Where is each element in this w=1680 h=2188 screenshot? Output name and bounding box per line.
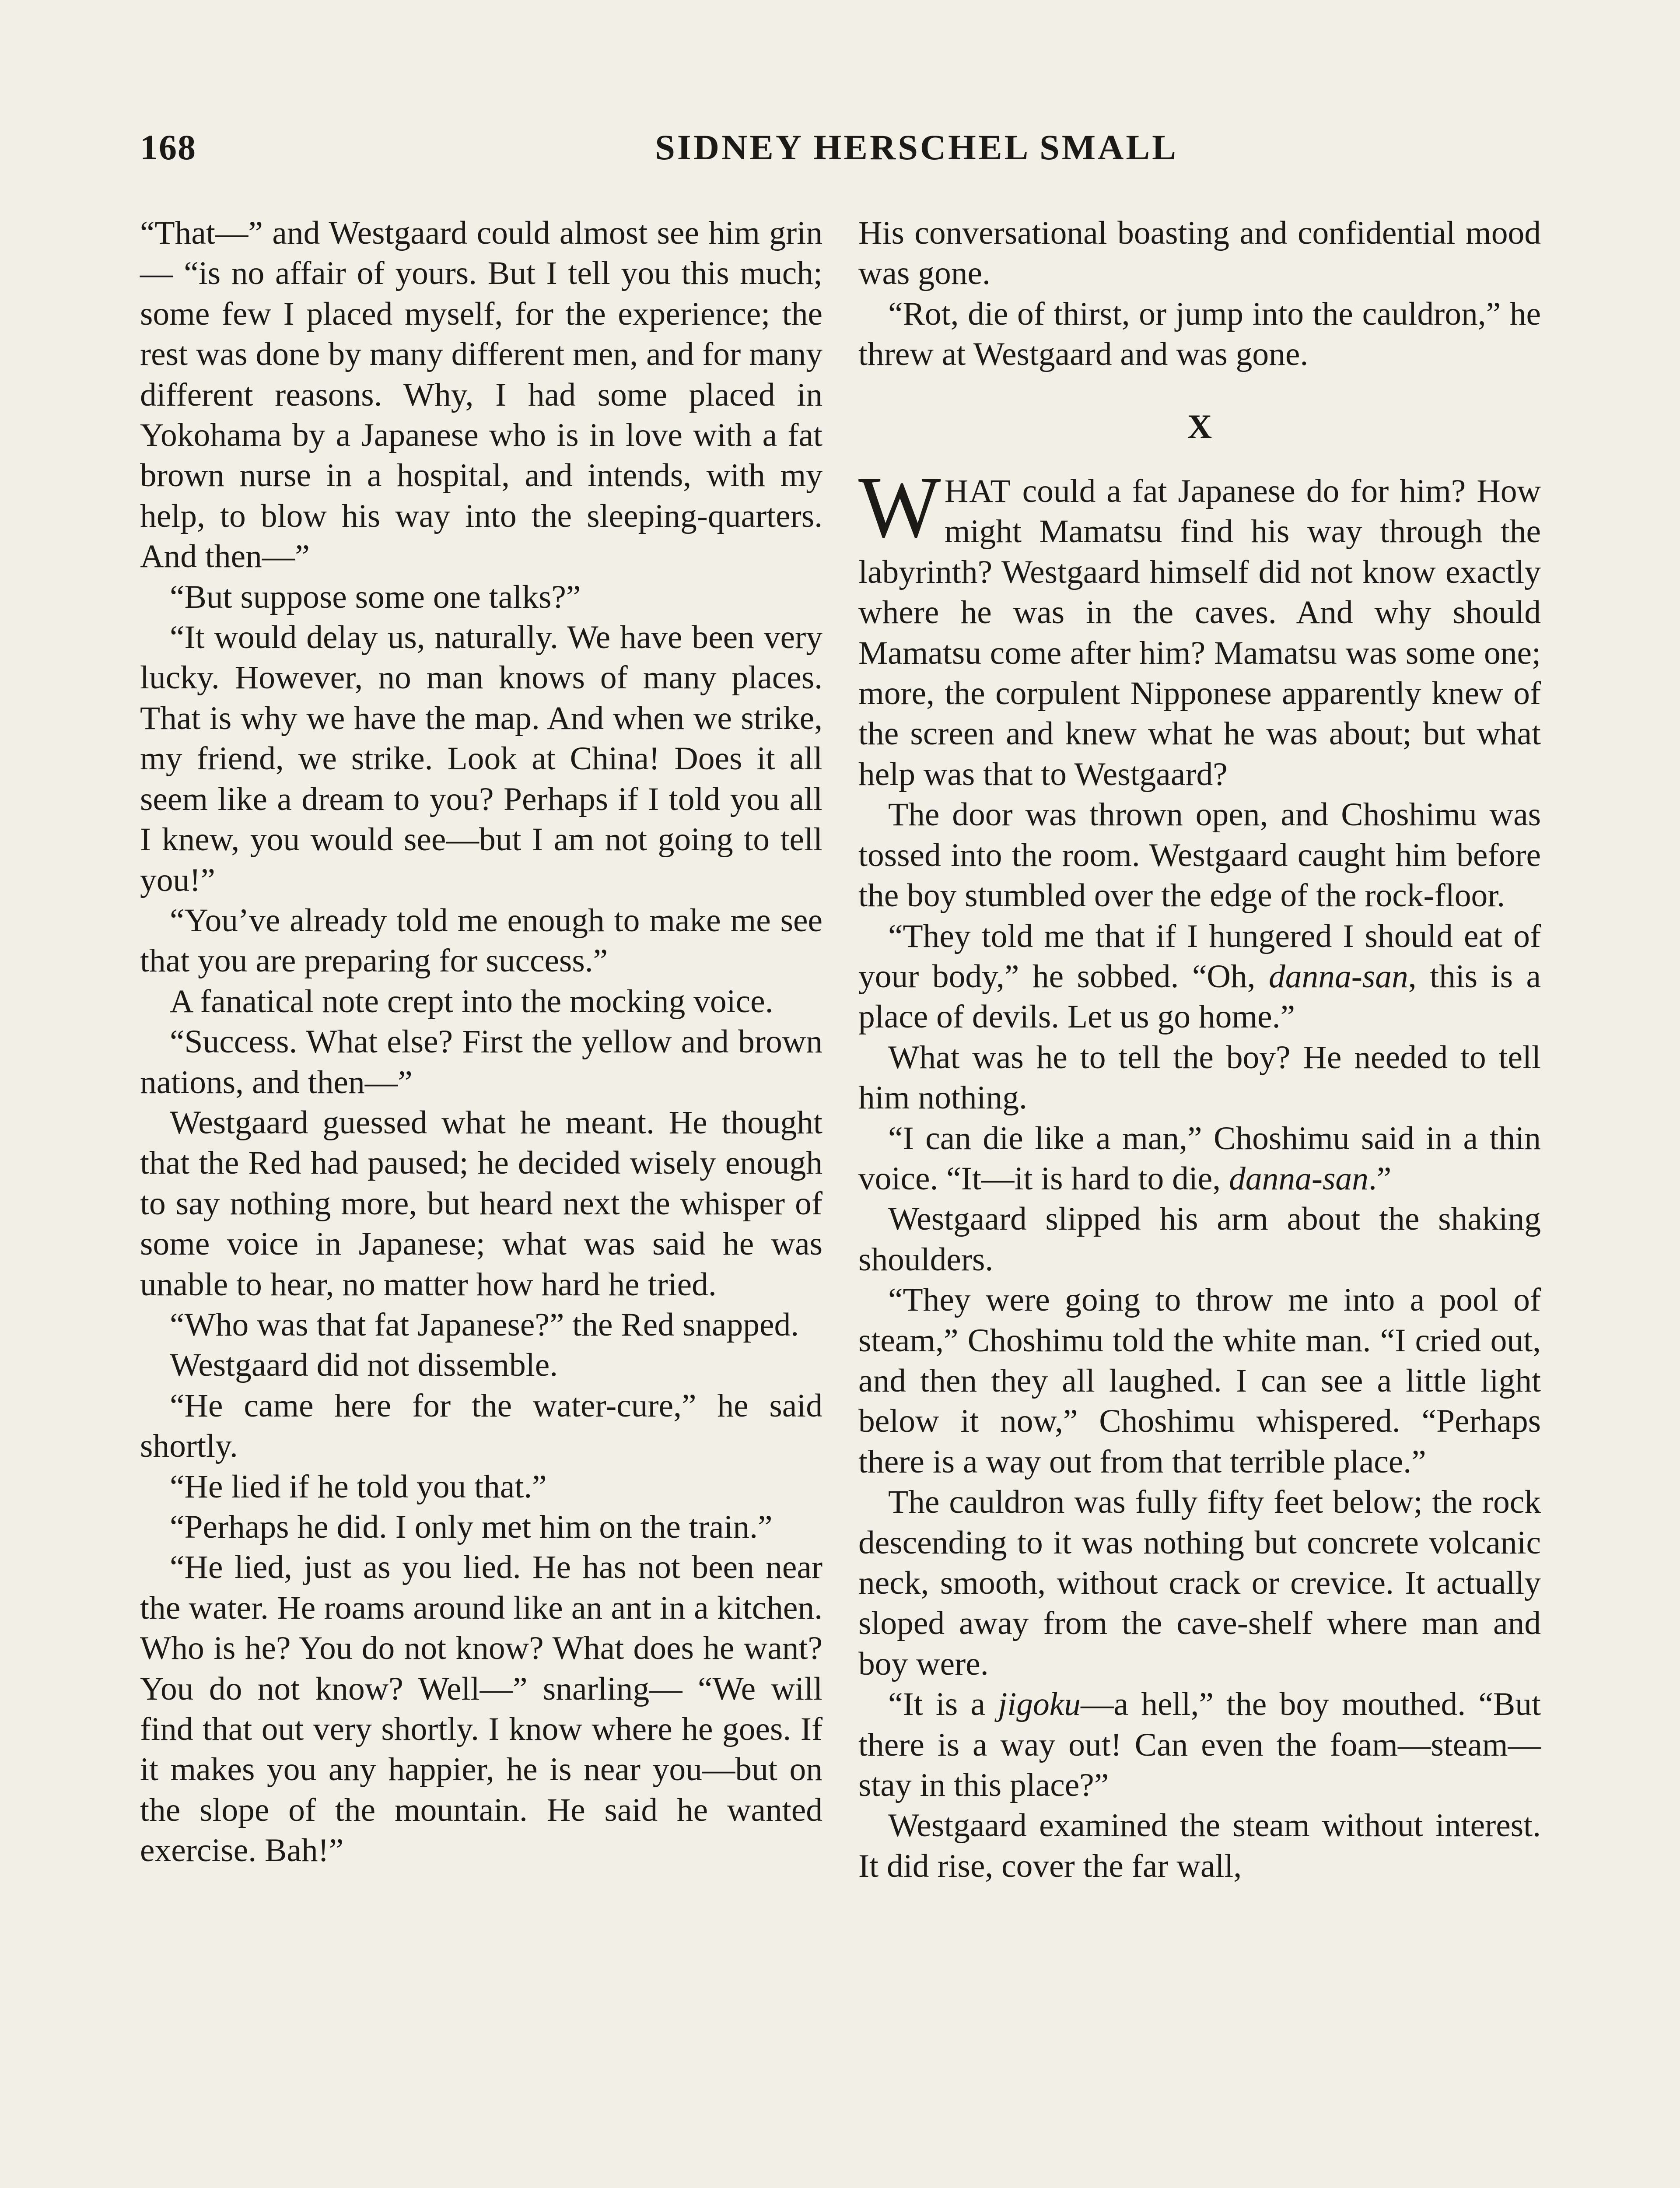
text-segment: “I can die like a man,” Choshimu said in a thin voice. “It—it is hard to die, — [858, 1120, 1541, 1197]
paragraph: The cauldron was fully fifty feet below; the rock descending to it was nothing but concrete volcanic neck, smooth, without crack or crevice. It actually sloped away from the cave-shelf where man and boy were. — [858, 1484, 1541, 1682]
text-segment: —a hell,” the boy mouthed. “But there is a way out! Can even the foam—steam—stay in this place?” — [858, 1686, 1541, 1804]
paragraph: His conversational boasting and confidential mood was gone. — [858, 215, 1541, 292]
paragraph: “He lied, just as you lied. He has not been near the water. He roams around like an ant in a kitchen. Who is he? You do not know? What does he want? You do not know? Well—” snarling— “We will find that out very shortly. I know where he goes. If it makes you any happier, he is near you—but on the slope of the mountain. He said he wanted exercise. Bah!” — [140, 1549, 822, 1869]
paragraph: What was he to tell the boy? He needed to tell him nothing. — [858, 1039, 1541, 1116]
paragraph: “Success. What else? First the yellow and brown nations, and then—” — [140, 1024, 822, 1101]
paragraph: “He lied if he told you that.” — [170, 1468, 547, 1505]
paragraph: “Perhaps he did. I only met him on the train.” — [170, 1509, 773, 1545]
page-header — [140, 127, 1540, 175]
dropcap-paragraph — [858, 459, 1541, 795]
paragraph: Westgaard examined the steam without interest. It did rise, cover the far wall, — [858, 1807, 1541, 1884]
paragraph: “You’ve already told me enough to make me see that you are preparing for success.” — [140, 902, 822, 979]
italic-term: jigoku — [998, 1686, 1081, 1723]
paragraph: “He came here for the water-cure,” he said shortly. — [140, 1387, 822, 1465]
right-column — [858, 213, 1541, 1886]
paragraph: “Rot, die of thirst, or jump into the cauldron,” he threw at Westgaard and was gone. — [858, 295, 1541, 373]
paragraph: “They were going to throw me into a pool of steam,” Choshimu told the white man. “I cried out, and then they all laughed. I can see a little light below it now,” Choshimu whispered. “Perhaps there is a way out from that terrible place.” — [858, 1282, 1541, 1480]
running-head: SIDNEY HERSCHEL SMALL — [655, 127, 1178, 167]
paragraph: “That—” and Westgaard could almost see him grin— “is no affair of yours. But I tell you this much; some few I placed myself, for the experience; the rest was done by many different men, and for many different reasons. Why, I had some placed in Yokohama by a Japanese who is in love with a fat brown nurse in a hospital, and intends, with my help, to blow his way into the sleeping-quarters. And then—” — [140, 215, 822, 575]
text-segment: , this is a place of devils. Let us go home.” — [858, 958, 1541, 1035]
paragraph: Westgaard did not dissemble. — [170, 1347, 558, 1384]
page-number: 168 — [140, 127, 196, 167]
text-segment: “It is a — [888, 1686, 998, 1723]
paragraph: “It would delay us, naturally. We have been very lucky. However, no man knows of many places. That is why we have the map. And when we strike, my friend, we strike. Look at China! Does it all seem like a dream to you? Perhaps if I told you all I knew, you would see—but I am not going to tell you!” — [140, 619, 822, 898]
paragraph-text: could a fat Japanese do for him? How might Mamatsu find his way through the labyrinth? Westgaard himself did not know exactly where he was in the caves. And why should Mamatsu come after him? Mamatsu was some one; more, the corpulent Nipponese apparently knew of the screen and knew what he was about; but what help was that to Westgaard? — [858, 473, 1541, 792]
paragraph: A fanatical note crept into the mocking voice. — [170, 983, 774, 1020]
drop-cap-letter: W — [858, 459, 941, 556]
section-number: X — [1187, 407, 1212, 445]
paragraph: Westgaard slipped his arm about the shaking shoulders. — [858, 1201, 1541, 1278]
text-segment: “They told me that if I hungered I should eat of your body,” he sobbed. “Oh, — [858, 918, 1541, 995]
text-segment: .” — [1368, 1160, 1392, 1197]
drop-cap-smallcaps: HAT — [944, 473, 1012, 510]
left-column — [140, 213, 822, 1871]
italic-term: danna-san — [1268, 958, 1408, 995]
paragraph — [858, 1119, 1541, 1199]
paragraph: “But suppose some one talks?” — [170, 579, 581, 615]
paragraph: Westgaard guessed what he meant. He thought that the Red had paused; he decided wisely enough to say nothing more, but heard next the whisper of some voice in Japanese; what was said he was unable to hear, no matter how hard he tried. — [140, 1104, 822, 1303]
paragraph: “Who was that fat Japanese?” the Red snapped. — [170, 1306, 799, 1343]
italic-term: danna-san — [1229, 1160, 1368, 1197]
paragraph — [858, 916, 1541, 1038]
paragraph — [858, 1684, 1541, 1806]
paragraph: The door was thrown open, and Choshimu was tossed into the room. Westgaard caught him before the boy stumbled over the edge of the rock-floor. — [858, 796, 1541, 914]
